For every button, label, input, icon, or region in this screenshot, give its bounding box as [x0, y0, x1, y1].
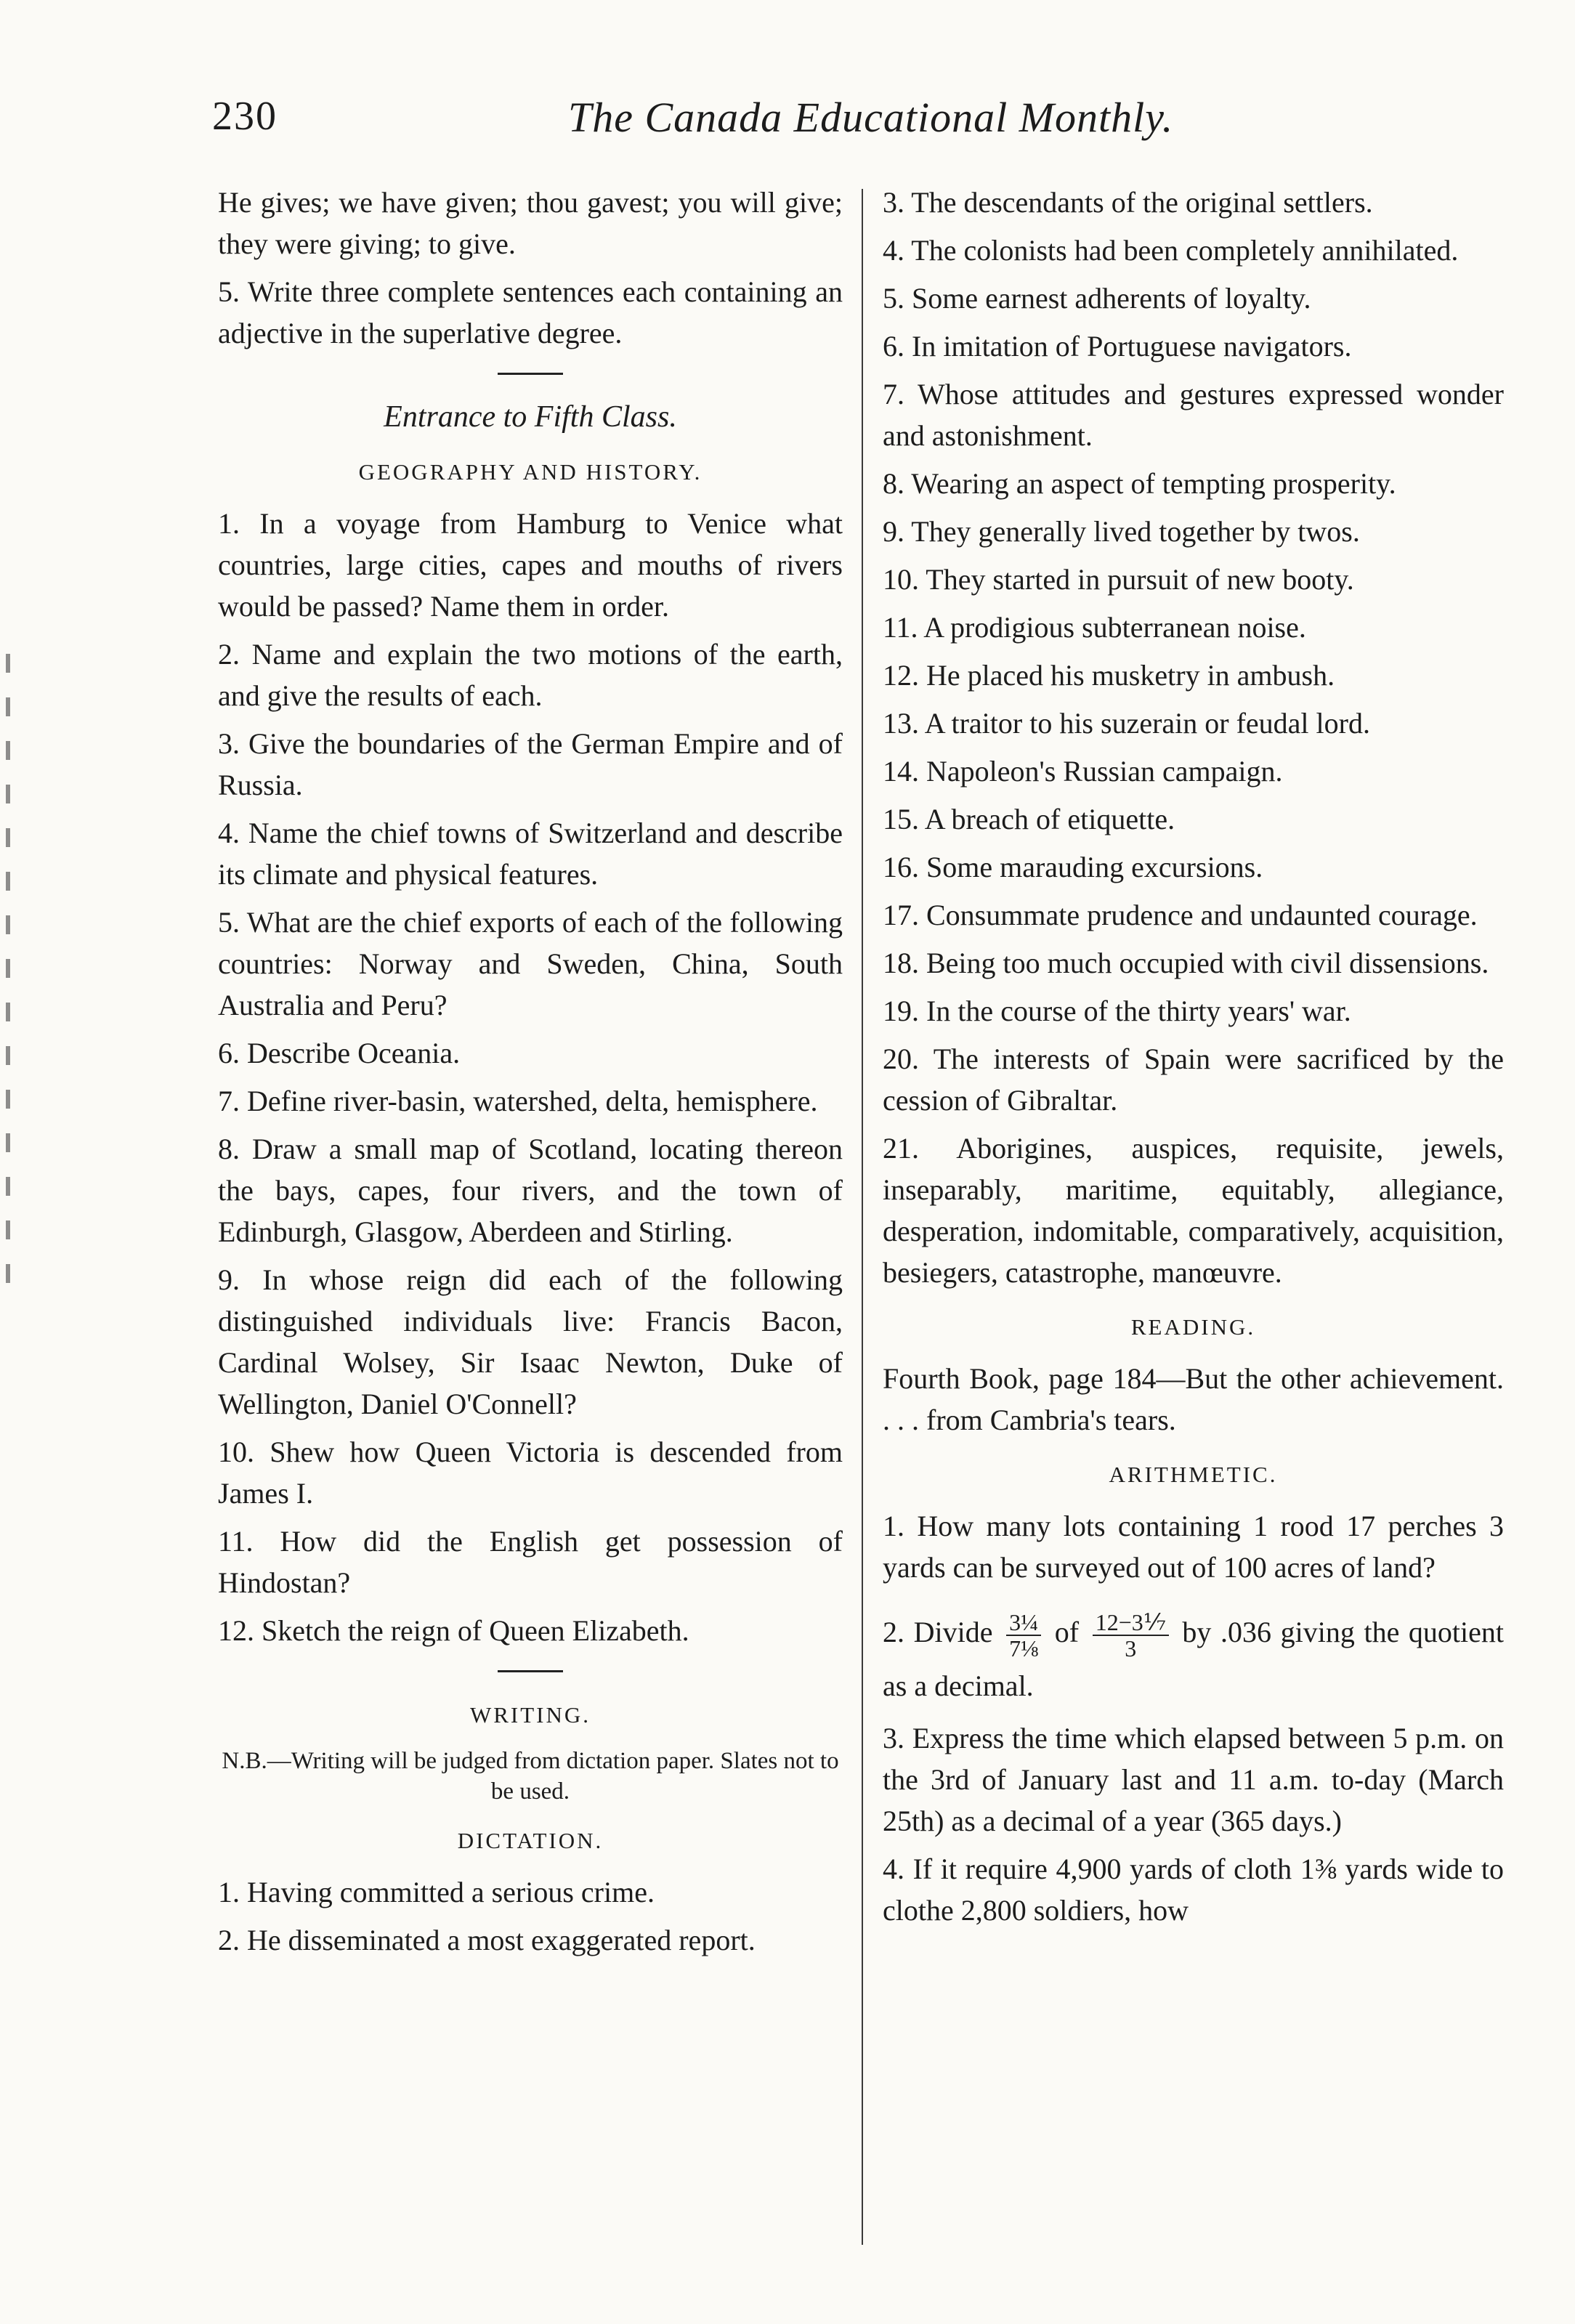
dictation-item: 15. A breach of etiquette. [883, 803, 1175, 835]
dictation-item: 7. Whose attitudes and gestures expressed wonder and astonishment. [883, 378, 1504, 452]
question: 7. Define river-basin, watershed, delta, hemisphere. [218, 1085, 818, 1117]
question: 11. How did the English get possession of Hindostan? [218, 1525, 843, 1599]
dictation-item: 1. Having committed a serious crime. [218, 1876, 655, 1908]
writing-note: N.B.—Writing will be judged from dictation paper. Slates not to be used. [222, 1748, 839, 1805]
reading-heading: READING. [1130, 1314, 1256, 1340]
question: 6. Describe Oceania. [218, 1037, 461, 1069]
dictation-item: 10. They started in pursuit of new booty. [883, 563, 1354, 596]
dictation-item: 6. In imitation of Portuguese navigators. [883, 330, 1352, 363]
question: 2. Name and explain the two motions of the earth, and give the results of each. [218, 638, 843, 712]
question: 8. Draw a small map of Scotland, locating thereon the bays, capes, four rivers, and the town of Edinburgh, Glasgow, Aberdeen and Stirling. [218, 1133, 843, 1248]
fraction-1-numerator: 3¼ [1006, 1610, 1041, 1636]
dictation-item: 2. He disseminated a most exaggerated report. [218, 1924, 756, 1956]
dictation-item: 4. The colonists had been completely annihilated. [883, 234, 1459, 267]
question: 10. Shew how Queen Victoria is descended from James I. [218, 1436, 843, 1510]
fraction-2-numerator: 12−3⅐ [1093, 1610, 1169, 1636]
arith-q2-suffix: by .036 giving the quotient as a decimal. [883, 1616, 1505, 1702]
journal-title: The Canada Educational Monthly. [568, 94, 1174, 141]
fraction-1 [1006, 1610, 1041, 1661]
dictation-item: 21. Aborigines, auspices, requisite, jewels, inseparably, maritime, equitably, allegiance, desperation, indomitable, comparatively, acquisition, besiegers, catastrophe, manœuvre. [883, 1132, 1504, 1289]
column-divider [862, 189, 863, 2245]
dictation-item: 19. In the course of the thirty years' war. [883, 995, 1351, 1027]
question: 5. What are the chief exports of each of the following countries: Norway and Sweden, China, South Australia and Peru? [218, 906, 843, 1021]
dictation-item: 14. Napoleon's Russian campaign. [883, 755, 1283, 788]
page-header [212, 93, 1498, 151]
fraction-2-denominator: 3 [1125, 1635, 1137, 1661]
dictation-item: 12. He placed his musketry in ambush. [883, 659, 1335, 692]
dictation-item: 9. They generally lived together by twos. [883, 515, 1360, 548]
geography-heading: GEOGRAPHY AND HISTORY. [358, 459, 703, 485]
section-rule [498, 373, 563, 375]
section-rule [498, 1670, 563, 1672]
dictation-item: 3. The descendants of the original settlers. [883, 186, 1373, 219]
dictation-item: 17. Consummate prudence and undaunted courage. [883, 899, 1478, 931]
fraction-1-denominator: 7⅛ [1009, 1635, 1039, 1661]
dictation-item: 5. Some earnest adherents of loyalty. [883, 282, 1311, 315]
arith-q2-prefix: 2. Divide [883, 1616, 993, 1648]
dictation-item: 11. A prodigious subterranean noise. [883, 611, 1306, 644]
left-column [218, 182, 843, 1967]
arith-q2-of: of [1054, 1616, 1080, 1648]
paragraph: He gives; we have given; thou gavest; you will give; they were giving; to give. [218, 186, 843, 260]
dictation-item: 20. The interests of Spain were sacrificed by the cession of Gibraltar. [883, 1042, 1504, 1117]
fraction-2 [1093, 1610, 1169, 1661]
dictation-item: 13. A traitor to his suzerain or feudal lord. [883, 707, 1370, 740]
dictation-item: 16. Some marauding excursions. [883, 851, 1263, 883]
dictation-heading: DICTATION. [457, 1828, 604, 1853]
arithmetic-question: 1. How many lots containing 1 rood 17 perches 3 yards can be surveyed out of 100 acres of land? [883, 1510, 1504, 1584]
question: 3. Give the boundaries of the German Empire and of Russia. [218, 727, 843, 801]
dictation-item: 8. Wearing an aspect of tempting prosperity. [883, 467, 1396, 500]
paragraph: 5. Write three complete sentences each containing an adjective in the superlative degree. [218, 275, 843, 349]
reading-text: Fourth Book, page 184—But the other achievement. . . . from Cambria's tears. [883, 1362, 1504, 1436]
arithmetic-question: 3. Express the time which elapsed between 5 p.m. on the 3rd of January last and 11 a.m. to-day (March 25th) as a decimal of a year (365 days.) [883, 1721, 1504, 1837]
section-title: Entrance to Fifth Class. [384, 400, 677, 434]
arithmetic-question: 4. If it require 4,900 yards of cloth 1⅜ yards wide to clothe 2,800 soldiers, how [883, 1852, 1504, 1927]
arithmetic-question-fraction [883, 1607, 1504, 1712]
question: 1. In a voyage from Hamburg to Venice what countries, large cities, capes and mouths of rivers would be passed? Name them in order. [218, 507, 843, 623]
dictation-item: 18. Being too much occupied with civil dissensions. [883, 947, 1489, 979]
page-number: 230 [212, 94, 278, 139]
scan-edge-marks [6, 654, 10, 1308]
arithmetic-heading: ARITHMETIC. [1109, 1462, 1278, 1487]
question: 4. Name the chief towns of Switzerland and describe its climate and physical features. [218, 817, 843, 891]
question: 12. Sketch the reign of Queen Elizabeth. [218, 1614, 689, 1647]
question: 9. In whose reign did each of the following distinguished individuals live: Francis Bacon, Cardinal Wolsey, Sir Isaac Newton, Duke of Wellington, Daniel O'Connell? [218, 1263, 843, 1420]
right-column [883, 182, 1504, 1938]
writing-heading: WRITING. [469, 1702, 591, 1728]
